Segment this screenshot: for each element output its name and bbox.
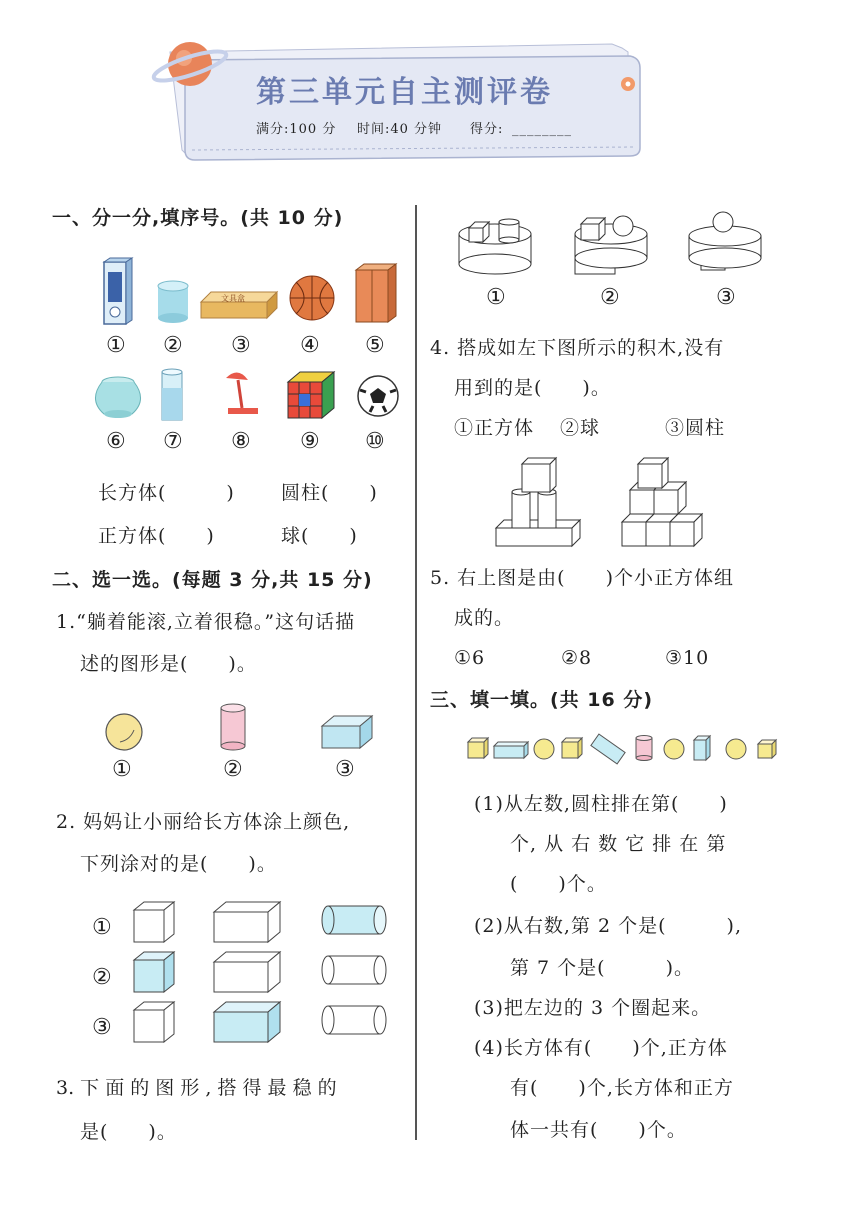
item-label-1: ① xyxy=(106,333,127,358)
section1-title: 一、分一分,填序号。(共 10 分) xyxy=(52,207,344,229)
q2-row2-cube xyxy=(134,952,174,992)
desk-lamp-icon xyxy=(218,368,270,418)
fill-sphere[interactable]: 球( ) xyxy=(281,525,358,547)
seq-sphere-3 xyxy=(726,739,746,759)
pencil-box-icon xyxy=(201,292,277,322)
cabinet-icon xyxy=(356,264,398,324)
page-title: 第三单元自主测评卷 xyxy=(256,75,553,110)
q4-option-2[interactable]: ②球 xyxy=(560,417,601,439)
section3-title: 三、填一填。(共 16 分) xyxy=(430,689,654,711)
score-label: 得分: xyxy=(470,122,504,137)
section2-title: 二、选一选。(每题 3 分,共 15 分) xyxy=(52,569,373,591)
p2-line2: 第 7 个是( )。 xyxy=(510,957,694,979)
q2-line1: 2. 妈妈让小丽给长方体涂上颜色, xyxy=(56,811,351,833)
item-label-3: ③ xyxy=(231,333,252,358)
seq-cube-2 xyxy=(562,738,582,758)
q4-line2: 用到的是( )。 xyxy=(454,377,611,399)
time-limit: 时间:40 分钟 xyxy=(357,122,443,137)
seq-cuboid-3 xyxy=(694,736,710,760)
q2-row1-cylinder xyxy=(322,906,386,934)
q3-figure-2 xyxy=(575,216,647,274)
item-label-8: ⑧ xyxy=(231,429,252,454)
rubiks-cube-icon xyxy=(288,372,336,422)
q4-line1: 4. 搭成如左下图所示的积木,没有 xyxy=(430,337,725,359)
q5-option-1[interactable]: ①6 xyxy=(454,647,486,669)
q4-option-1[interactable]: ①正方体 xyxy=(454,417,535,439)
fish-bowl-icon xyxy=(92,374,144,420)
q2-row3-cube xyxy=(134,1002,174,1042)
item-label-7: ⑦ xyxy=(163,429,184,454)
fill-cuboid[interactable]: 长方体( ) xyxy=(98,482,235,504)
q1-line1: 1.“躺着能滚,立着很稳。”这句话描 xyxy=(56,611,356,633)
q2-row1-cuboid xyxy=(214,902,280,942)
q5-cubes-figure xyxy=(620,456,720,552)
p1-line1: (1)从左数,圆柱排在第( ) xyxy=(474,793,728,815)
q1-option-3[interactable]: ③ xyxy=(335,757,356,782)
q2-row3-cuboid xyxy=(214,1002,280,1042)
p1-line2: 个, 从 右 数 它 排 在 第 xyxy=(510,833,727,855)
seq-cuboid-2 xyxy=(591,734,625,764)
basketball-icon xyxy=(288,274,336,322)
q4-blocks-figure xyxy=(492,456,592,548)
q5-option-2[interactable]: ②8 xyxy=(561,647,593,669)
q3-line2: 是( )。 xyxy=(80,1121,177,1143)
full-score: 满分:100 分 xyxy=(256,122,337,137)
q2-row-1[interactable]: ① xyxy=(92,915,113,940)
fill-cylinder[interactable]: 圆柱( ) xyxy=(281,482,378,504)
p3-line1: (3)把左边的 3 个圈起来。 xyxy=(474,997,712,1019)
q5-line1: 5. 右上图是由( )个小正方体组 xyxy=(430,567,734,589)
q3-figures xyxy=(455,212,815,282)
seq-cube-1 xyxy=(468,738,488,758)
q2-row2-cylinder xyxy=(322,956,386,984)
item-label-6: ⑥ xyxy=(106,429,127,454)
seq-cuboid-1 xyxy=(494,742,528,758)
q4-option-3[interactable]: ③圆柱 xyxy=(665,417,726,439)
cylinder-option-icon xyxy=(219,702,249,752)
seq-cylinder xyxy=(636,736,652,761)
q1-option-1[interactable]: ① xyxy=(112,757,133,782)
seq-sphere-2 xyxy=(664,739,684,759)
seq-cube-3 xyxy=(758,740,776,758)
soccer-ball-icon xyxy=(356,374,400,418)
shape-sequence xyxy=(468,736,788,766)
item-label-10: ⑩ xyxy=(365,429,386,454)
q2-row1-cube xyxy=(134,902,174,942)
q2-row3-cylinder xyxy=(322,1006,386,1034)
q1-line2: 述的图形是( )。 xyxy=(80,653,257,675)
p4-line1: (4)长方体有( )个,正方体 xyxy=(474,1037,728,1059)
cuboid-option-icon xyxy=(320,714,376,754)
item-label-5: ⑤ xyxy=(365,333,386,358)
q2-line2: 下列涂对的是( )。 xyxy=(80,853,277,875)
q3-figure-1 xyxy=(459,219,531,274)
q2-row2-cuboid xyxy=(214,952,280,992)
glass-cup-icon xyxy=(160,368,186,424)
q2-shapes xyxy=(130,900,530,1060)
toothpaste-box-icon xyxy=(102,258,132,328)
p1-line3: ( )个。 xyxy=(510,873,607,895)
item-label-4: ④ xyxy=(300,333,321,358)
sphere-option-icon xyxy=(104,712,144,752)
q5-line2: 成的。 xyxy=(454,607,515,629)
item-label-2: ② xyxy=(163,333,184,358)
q5-option-3[interactable]: ③10 xyxy=(665,647,710,669)
q1-option-2[interactable]: ② xyxy=(223,757,244,782)
q3-option-1[interactable]: ① xyxy=(486,285,507,310)
q3-option-3[interactable]: ③ xyxy=(716,285,737,310)
q3-option-2[interactable]: ② xyxy=(600,285,621,310)
q3-line1: 3. 下 面 的 图 形 , 搭 得 最 稳 的 xyxy=(56,1077,337,1099)
p4-line3: 体一共有( )个。 xyxy=(510,1119,687,1141)
p4-line2: 有( )个,长方体和正方 xyxy=(510,1077,734,1099)
q2-row-3[interactable]: ③ xyxy=(92,1015,113,1040)
pencil-box-label: 文具盒 xyxy=(221,294,245,303)
fill-cube[interactable]: 正方体( ) xyxy=(98,525,215,547)
item-label-9: ⑨ xyxy=(300,429,321,454)
cylinder-can-icon xyxy=(156,280,192,324)
q3-figure-3 xyxy=(689,212,761,270)
q2-row-2[interactable]: ② xyxy=(92,965,113,990)
score-blank[interactable]: ________ xyxy=(512,122,572,137)
seq-sphere-1 xyxy=(534,739,554,759)
p2-line1: (2)从右数,第 2 个是( ), xyxy=(474,915,742,937)
